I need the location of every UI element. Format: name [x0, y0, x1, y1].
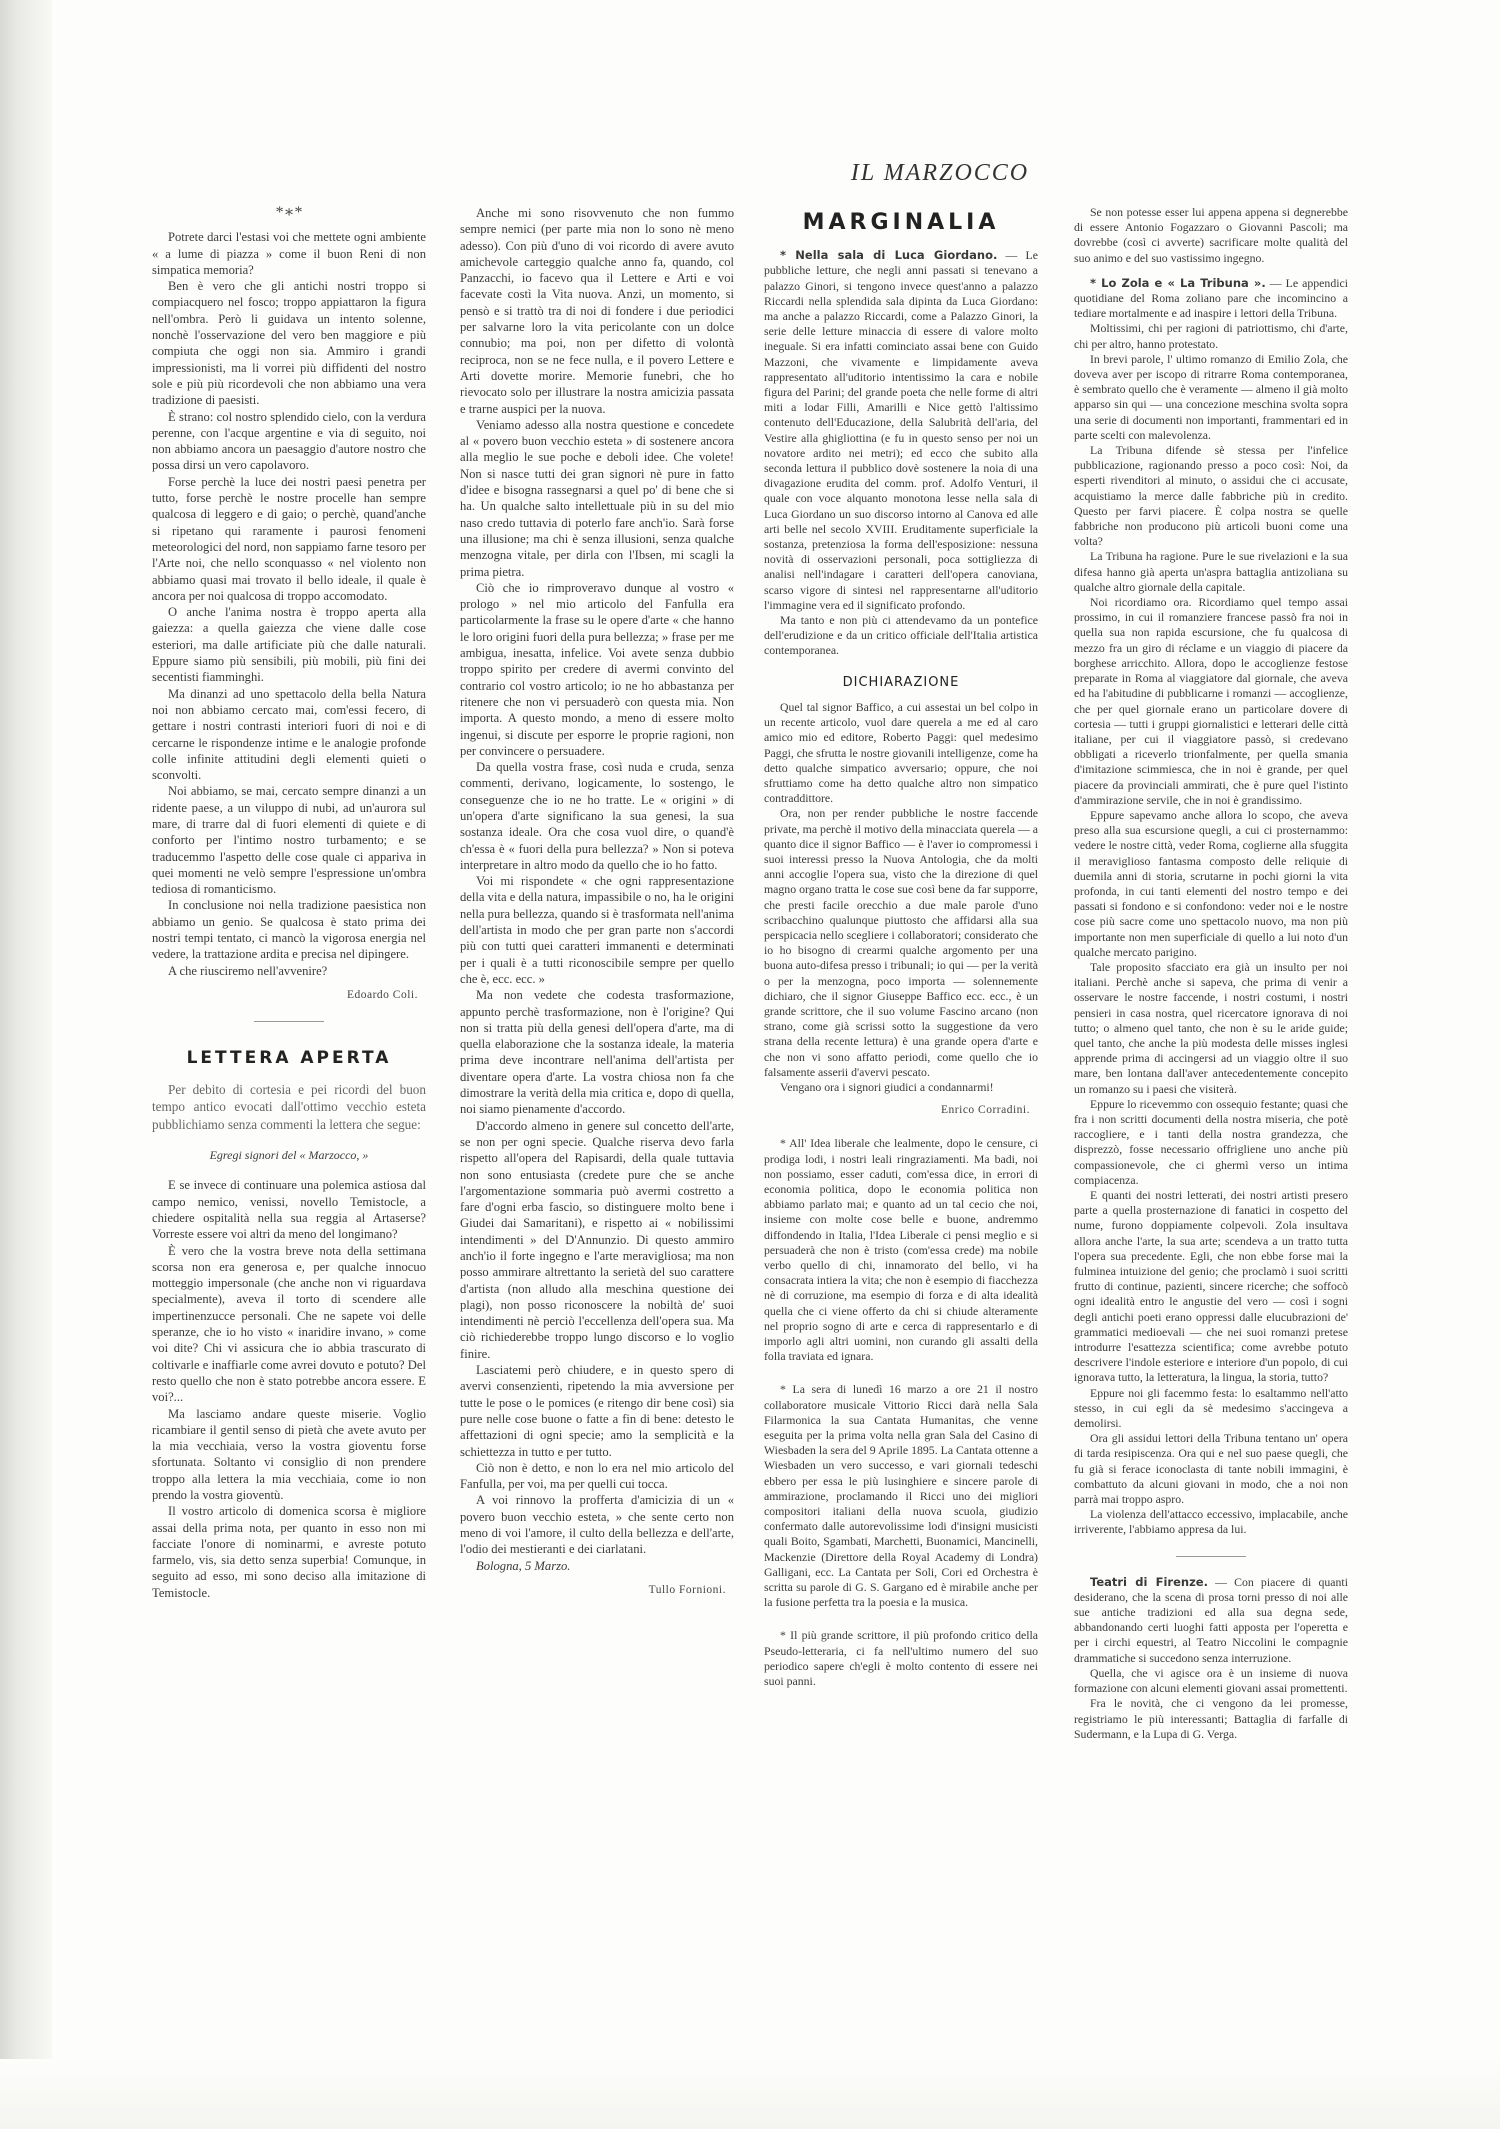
paragraph: Eppure lo ricevemmo con ossequio festante; quasi che fra i non scritti documenti della nostra miseria, che potè raccogliere, e i tanti della nostra grandezza, che disprezzò, fosse necessario offrigliene uno anche più compassionevole, che ci ghermì verso un intima compiacenza. — [1074, 1096, 1348, 1187]
paragraph: A voi rinnovo la profferta d'amicizia di un « povero buon vecchio esteta, » che sente certo non meno di voi l'amore, il culto della bellezza e dell'arte, l'odio dei mestieranti e dei ciarlatani. — [460, 1493, 734, 1557]
paragraph: Ben è vero che gli antichi nostri troppo si compiacquero nel fosco; troppo appiattaron la figura nell'ombra. Però li guidava un intento solenne, nonchè l'osservazione del vero ben maggiore e più compiuta che oggi non sia. Ammiro i grandi impressionisti, ma li vorrei più diffidenti del nostro sole e più più ricordevoli che non abbiamo una vera tradizione di paesisti. — [152, 279, 426, 408]
note: * La sera di lunedì 16 marzo a ore 21 il nostro collaboratore musicale Vittorio Ricci darà nella Sala Filarmonica la sua Cantata Humanitas, che venne eseguita per la prima volta nella gran Sala del Casino di Wiesbaden la sera del 9 Aprile 1895. La Cantata ottenne a Wiesbaden un vero successo, e vari giornali tedeschi ebbero per essa le più lusinghiere e sincere parole di ammirazione, proclamando il Ricci uno dei migliori compositori italiani della nuova scuola, giudizio confermato dalle autorevolissime lodi d'insigni musicisti quali Boito, Sgambati, Marchetti, Buonamici, Mancinelli, Mackenzie (Direttore della Royal Academy di Londra) Galligani, ecc. La Cantata per Soli, Cori ed Orchestra è scritta su parole di G. S. Gargano ed è mirabile anche per la fusione perfetta tra la poesia e la musica. — [764, 1382, 1038, 1610]
item-lead: Teatri di Firenze. — [1090, 1574, 1208, 1589]
note: * All' Idea liberale che lealmente, dopo le censure, ci prodiga lodi, i nostri leali ringraziamenti. Ma badi, noi non possiamo, esser caduti, com'essa dice, in errori di economia politica, dopo le economia politica non abbiamo parlato mai; e quanto ad un tal cecio che noi, insieme con molte cose belle e buone, andremmo diffondendo in Italia, l'Idea Liberale ci pensi meglio e si persuaderà che non è tristo (com'essa crede) ma nobile verbo quello di chi, innamorato del bello, vi ha consacrata intiera la vita; che non è esempio di fiacchezza nè di corruzione, ma esempio di forza e di alta idealità quella che ci viene offerto da chi si chiude alteramente nel proprio sogno di arte e cerca di rappresentarlo e di imporlo agli altri uomini, non curando gli assalti della folla traviata ed ignara. — [764, 1136, 1038, 1364]
paragraph: Quel tal signor Baffico, a cui assestai un bel colpo in un recente articolo, vuol dare querela a me ed al caro amico mio ed editore, Roberto Paggi: quel medesimo Paggi, che sfrutta le nostre giovanili intelligenze, come ha detto qualche simpatico avversario; oppure, che noi sfruttiamo come ha detto qualche altro non simpatico contraddittore. — [764, 699, 1038, 806]
paragraph: La Tribuna difende sè stessa per l'infelice pubblicazione, ragionando presso a poco così: Noi, da esperti rivenditori al minuto, o assidui che ci accusate, acquistiamo la merce dalle fabbriche più in credito. Questo per farvi piacere. È colpa nostra se quelle fabbriche non producono più articoli buoni come una volta? — [1074, 443, 1348, 549]
scan-bottom-edge — [0, 2059, 1500, 2129]
signature: Enrico Corradini. — [941, 1104, 1030, 1117]
paragraph: D'accordo almeno in genere sul concetto dell'arte, se non per ogni specie. Qualche riserva devo farla rispetto all'opera del Rapisardi, della quale tuttavia non sono entusiasta (credete pure che se anche l'argomentazione sommaria può avermi costretto a fare d'ogni erba fascio, so distinguere molto bene i Giudei dai Samaritani), e rispetto ai « nobilissimi intendimenti » del D'Annunzio. Di questo ammiro anch'io il forte ingegno e l'arte meravigliosa; ma non posso ammirare altrettanto la serietà del suo carattere d'artista (non alludo alla meschina questione dei plagi), non posso riconoscere la nobiltà de' suoi intendimenti nè perciò l'eccellenza dell'opera sua. Ma ciò richiederebbe troppo lungo discorso e lo voglio finire. — [460, 1118, 734, 1361]
note: * Il più grande scrittore, il più profondo critico della Pseudo-letteraria, ci fa nell'ultimo numero del suo periodico sapere ch'egli è molto contento di essere nei suoi panni. — [764, 1628, 1038, 1689]
paragraph: Noi abbiamo, se mai, cercato sempre dinanzi a un ridente paese, a un viluppo di nubi, ad un'aurora sul mare, di trarre dal di fuori elementi di quiete e di conforto per l'intimo nostro turbamento; e se traducemmo l'aspetto delle cose quale ci appariva in quei momenti ne velò sempre l'espressione un'ombra tediosa di romanticismo. — [152, 784, 426, 897]
divider — [254, 1021, 324, 1022]
section-heading-marginalia: MARGINALIA — [802, 210, 1000, 235]
paragraph: Ma tanto e non più ci attendevamo da un pontefice dell'erudizione e da un critico officiale dell'Italia artistica contemporanea. — [764, 613, 1038, 658]
marginalia-item — [764, 248, 1038, 613]
item-text: — Le appendici quotidiane del Roma zoliano pare che incomincino a tediare mortalmente e ad inaspire i lettori della Tribuna. — [1074, 275, 1348, 321]
paragraph: Eppure sapevamo anche allora lo scopo, che aveva preso alla sua escursione quegli, a cui ci prosternammo: vedere le nostre città, veder Roma, coglierne alla sfuggita il meraviglioso fantasma composto delle reliquie di duemila anni di storia, scrutarne in pochi giorni la vita profonda, in cui tanti elementi del nostro tempo e dei passati si fondono e si confondono: veder noi e le nostre cose più sacre come uno spettacolo nuovo, ma non più importante non men superficiale di quello a lui noto d'un qualche mercato parigino. — [1074, 807, 1348, 959]
item-lead: * Lo Zola e « La Tribuna ». — [1090, 275, 1266, 290]
newspaper-title: IL MARZOCCO — [850, 160, 1030, 186]
paragraph: Da quella vostra frase, così nuda e cruda, senza commenti, derivano, logicamente, lo sostengo, le conseguenze che io ne ho tratte. Le « origini » di un'opera d'arte significano la sua genesi, la sua sostanza ideale. Ora che cosa vuol dire, o quand'è ch'essa è « fuori della pura bellezza? » Non si poteva interpretare in altro modo da quello che io ho fatto. — [460, 760, 734, 872]
paragraph: Anche mi sono risovvenuto che non fummo sempre nemici (per parte mia non lo sono nè meno adesso). Con più d'uno di voi ricordo di avere avuto amichevole carteggio qualche anno fa, quando, col Panzacchi, io facevo qua il Lettere e Arti e voi facevate costì la Vita nuova. Anzi, un momento, si pensò e si trattò tra di noi di fondere i due periodici per salvarne loro la vita pericolante con un dolce connubio; ma poi, non per difetto di volontà reciproca, non se ne fece nulla, e il povero Lettere e Arti dovette morire. Memorie funebri, che ho rievocato solo per illustrare la nostra amicizia passata e trarne auspici per la nuova. — [460, 206, 734, 416]
lettera-intro: Per debito di cortesia e pei ricordi del buon tempo antico evocati dall'ottimo vecchio esteta pubblichiamo senza commenti la lettera che segue: — [152, 1081, 426, 1132]
paragraph: Voi mi rispondete « che ogni rappresentazione della vita e della natura, impassibile o no, ha le origini nella pura bellezza, quando si è trasformata nell'anima dell'artista in modo che per gran parte non s'accordi più con tutti quei caratteri immanenti e determinati per i quali è a tutti riconoscibile sempre per quello che è, ecc. ecc. » — [460, 874, 734, 986]
paragraph: Ora gli assidui lettori della Tribuna tentano un' opera di tarda resipiscenza. Ora qui e nel suo paese quegli, che fu già si ferace iconoclasta di tante nobili immagini, è combattuto da alcuni giovani in modo, che a noi non parrà mai troppo aspro. — [1074, 1431, 1348, 1507]
paragraph: Veniamo adesso alla nostra questione e concedete al « povero buon vecchio esteta » di sostenere ancora alla meglio le sue poche e deboli idee. Che volete! Non si nasce tutti dei gran signori nè pure in fatto d'idee e bisogna rassegnarsi a quel po' di bene che si ha. Un qualche salto intellettuale più in su del mio naso credo tuttavia di poterlo fare anch'io. Sarà forse una illusione; ma chi è senza illusioni, senza qualche menzogna vitale, per dirla con l'Ibsen, mi scagli la prima pietra. — [460, 417, 734, 579]
paragraph: Potrete darci l'estasi voi che mettete ogni ambiente « a lume di piazza » come il buon Reni di non simpatica memoria? — [152, 230, 426, 277]
paragraph: E quanti dei nostri letterati, dei nostri artisti presero parte a quella prosternazione di fanatici in cospetto del nume, furono doppiamente colpevoli. Zola insultava allora anche l'arte, la sua arte; scendeva a un tratto tutta l'opera sua precedente. Egli, che non ebbe forse mai la fulminea intuizione del genio; che proclamò i suoi scritti frutto di continue, pazienti, sincere ricerche; che soffocò ogni idealità entro le angustie del vero — così i sogni degli antichi poeti erano oppressi dalle elucubrazioni de' grammatici medioevali — che nei suoi romanzi pretese introdurre l'esattezza scientifica; come avrebbe potuto descrivere l'indole esteriore e interiore d'un popolo, di cui ignorava tutto, la letteratura, la lingua, la storia, tutto? — [1074, 1188, 1348, 1385]
paragraph: La Tribuna ha ragione. Pure le sue rivelazioni e la sua difesa hanno già aperta un'aspra battaglia antizoliana su qualche altro giornale della capitale. — [1074, 549, 1348, 594]
paragraph: Lasciatemi però chiudere, e in questo spero di avervi consenzienti, ripetendo la mia avversione per tutte le pose o le pomices (e ritengo dir bene così) sia pure nelle cose buone o fatte a fin di bene: detesto le affettazioni di ogni specie; amo la semplicità e la schiettezza in tutto e per tutto. — [460, 1363, 734, 1459]
paragraph: Ciò non è detto, e non lo era nel mio articolo del Fanfulla, per voi, ma per quelli cui tocca. — [460, 1460, 734, 1492]
paragraph: Se non potesse esser lui appena appena si degnerebbe di essere Antonio Fogazzaro o Giovanni Pascoli; ma dovrebbe (così ci avverte) sacrificare molte qualità del suo animo e del suo vastissimo ingegno. — [1074, 205, 1348, 265]
paragraph: Forse perchè la luce dei nostri paesi penetra per tutto, forse perchè le nostre procelle han sempre qualcosa di leggero e di gaio; o perchè, quand'anche si ripetano qui raramente i paurosi fenomeni meteorologici del nord, non sappiamo farne tesoro per l'Arte noi, che nello sconquasso « nel violento non abbiamo quasi mai trovato il bello ideale, il quale è ancora per noi qualcosa di troppo accomodato. — [152, 474, 426, 603]
marginalia-item — [1074, 276, 1348, 322]
marginalia-item — [1074, 1575, 1348, 1666]
paragraph: Ma non vedete che codesta trasformazione, appunto perchè trasformazione, non è l'origine? Qui non si tratta più della genesi dell'opera d'arte, ma di quella elaborazione che la sostanza ideale, la materia prima deve incontrare nell'anima dell'artista per diventare opera d'arte. La vostra chiosa non fa che dimostrare la verità della mia critica e, dopo di quella, noi siamo pienamente d'accordo. — [460, 988, 734, 1117]
scan-margin — [0, 0, 52, 2129]
paragraph: Ciò che io rimproveravo dunque al vostro « prologo » nel mio articolo del Fanfulla era particolarmente la frase su le opere d'arte « che hanno le loro origini fuori della pura bellezza; » frase per me ambigua, inesatta, infelice. Voi avete senza dubbio troppo spirito per credere di avermi convinto del contrario col vostro articolo; io ne ho abbastanza per ritenere che non vi persuaderò con questa mia. Non importa. A questo mondo, a meno di essere molto ingenui, si discute per esporre le proprie ragioni, non per convincere o persuadere. — [460, 580, 734, 758]
paragraph: Il vostro articolo di domenica scorsa è migliore assai della prima nota, per quanto in esso non mi facciate l'onore di nominarmi, e avreste potuto farmelo, vis, sia detto senza superbia! Comunque, in seguito ad esso, mi sono deciso alla imitazione di Temistocle. — [152, 1504, 426, 1600]
running-head — [0, 160, 1500, 187]
paragraph: Quella, che vi agisce ora è un insieme di nuova formazione con alcuni elementi giovani assai promettenti. — [1074, 1665, 1348, 1696]
paragraph: Ma dinanzi ad uno spettacolo della bella Natura noi non abbiamo cercato mai, com'essi fecero, di gettare i nostri contrasti interiori fuori di noi e di cercarne le rispondenze intime e le analogie profonde colle infinite attitudini degli elementi quieti o sconvolti. — [152, 686, 426, 783]
paragraph: Tale proposito sfacciato era già un insulto per noi italiani. Perchè anche si sapeva, che prima di venir a osservare le nostre faccende, i nostri costumi, i nostri pensieri in casa nostra, quel ricercatore ignorava di noi tutto; o almeno quel tanto, che non è su le aride guide; quel tanto, che anche la più modesta delle misses inglesi apprende prima di accingersi ad un viaggio oltre il suo mare, ben lontana dall'aver antecedentemente concepito un romanzo su i paesi che visiterà. — [1074, 959, 1348, 1096]
paragraph: Ora, non per render pubbliche le nostre faccende private, ma perchè il motivo della minacciata querela — a quanto dice il signor Baffico — è l'aver io compromessi i suoi interessi presso la Nuova Antologia, che da molti anni accoglie l'opera sua, visto che la direzione di quel magno organo tratta le cose sue così bene da far supporre, che presti facile orecchio a due male parole d'uno scribacchino qualunque piuttosto che affidarsi alla sua perspicacia nello scegliere i collaboratori; considerato che io ho bisogno di crearmi qualche argomento per una buona auto-difesa presso i tribunali; io qui — per la verità o per la menzogna, poco importa — solennemente dichiaro, che il signor Giuseppe Baffico ecc. ecc., è un grande scrittore, che il suo volume Fascino arcano (non strano, come già scrissi sotto la suggestione da vero strana della recente lettura) è una grande opera d'arte e che non vi sono affatto periodi, come quello che io falsamente asserii d'avervi pescato. — [764, 806, 1038, 1079]
salutation: Egregi signori del « Marzocco, » — [209, 1148, 369, 1163]
section-heading-lettera: LETTERA APERTA — [186, 1048, 392, 1069]
paragraph: Fra le novità, che ci vengono da lei promesse, registriamo le più interessanti; Battaglia di farfalle di Sudermann, e la Lupa di G. Verga. — [1074, 1696, 1348, 1741]
column-4 — [1074, 205, 1348, 1925]
paragraph: E se invece di continuare una polemica astiosa dal campo nemico, venissi, novello Temistocle, a chiedere ospitalità nella sua reggia al Artaserse? Vorreste essere voi altri da meno del longimano? — [152, 1178, 426, 1242]
paragraph: Moltissimi, chi per ragioni di patriottismo, chi d'arte, chi per altro, hanno protestato. — [1074, 321, 1348, 351]
column-1 — [152, 205, 426, 1925]
paragraph: Eppure noi gli facemmo festa: lo esaltammo nell'atto stesso, in cui egli da sè medesimo s'accingeva a demolirsi. — [1074, 1385, 1348, 1431]
signature: Edoardo Coli. — [346, 988, 418, 1001]
item-text: — Le pubbliche letture, che negli anni passati si tenevano a palazzo Ginori, si tengono invece quest'anno a palazzo Riccardi nella splendida sala dipinta da Luca Giordano: ma anche a palazzo Riccardi, come a Palazzo Ginori, la serie delle letture minaccia di essere di valore molto ineguale. Si era infatti cominciato assai bene con Guido Mazzoni, che vivamente e limpidamente aveva rappresentato all'uditorio intentissimo la cara e nobile figura del Parini; del grande poeta che nelle forme di altri miti a lodar Filli, Amarilli e Nice gettò l'altissimo contenuto dell'Educazione, della Salubrità dell'aria, del Vestire alla ghigliottina (e fu in questo senso per noi un novatore ardito nei metri); ed ecco che subito alla seconda lettura il pubblico dovè sostenere la noia di una divagazione erudita del comm. prof. Adolfo Venturi, il quale con voce alquanto monotona lesse nella sala di Luca Giordano un suo discorso intorno al Canova ed alle arti belle nel secolo XVIII. Eruditamente superficiale la sostanza, pretenziosa la forma dell'esposizione: nessuna novità di osservazioni personali, poca sottigliezza di analisi nell'indagare i caratteri dell'opera canoviana, scarso vigore di sintesi nel rappresentarne all'uditorio l'immagine vera ed il significato profondo. — [764, 248, 1038, 612]
paragraph: In conclusione noi nella tradizione paesistica non abbiamo un genio. Se qualcosa è stato prima dei nostri tempi tentato, ci mancò la vigorosa energia nel vedere, la trattazione ardita e precisa nel dipingere. — [152, 898, 426, 962]
paragraph: È vero che la vostra breve nota della settimana scorsa non era generosa e, per qualche innocuo motteggio impersonale (che anche non vi riguardava specialmente), aveva il torto di scendere alle impertinenzucce personali. Che ne sapete voi delle speranze, che io ho visto « inaridire invano, » come voi dite? Chi vi assicura che io abbia trascurato di coltivarle e inaffiarle come avrei dovuto e potuto? Del resto quello che non è stato potrebbe ancora essere. E voi?... — [152, 1243, 426, 1405]
signature: Tullo Fornioni. — [648, 1583, 726, 1596]
paragraph: È strano: col nostro splendido cielo, con la verdura perenne, con l'acque argentine e via di seguito, noi non abbiamo ancora un paesaggio d'autore nostro che possa dirsi un vero capolavoro. — [152, 409, 426, 473]
item-text: — Con piacere di quanti desiderano, che la scena di prosa torni presso di noi alle sue antiche tradizioni ed alla sua degna sede, abbandonando certi luoghi fatti apposta per l'operetta e per i circhi equestri, al Teatro Niccolini le compagnie drammatiche si succedono senza interruzione. — [1074, 1574, 1348, 1665]
section-heading-dichiarazione: DICHIARAZIONE — [842, 674, 960, 690]
dateline: Bologna, 5 Marzo. — [476, 1558, 571, 1573]
column-3 — [764, 205, 1038, 1925]
paragraph: Ma lasciamo andare queste miserie. Voglio ricambiare il gentil senso di pietà che avete avuto per la mia vecchiaia, verso la vostra gioventu forse sfortunata. Soltanto vi consiglio di non prendere troppo alla lettera la mia vecchiaia, come io non prendo la vostra gioventù. — [152, 1406, 426, 1502]
paragraph: Noi ricordiamo ora. Ricordiamo quel tempo assai prossimo, in cui il romanziere francese passò fra noi in quella sua non rapida escursione, che fu qualcosa di mezzo fra un giro di réclame e un viaggio di piacere da borghese arricchito. Allora, dopo le accoglienze festose preparate in Roma al viaggiatore dal giornale, che aveva ed ha l'abitudine di pubblicarne i romanzi — accoglienze, che per quel giornale erano un particolare dovere di cortesia — tutti i gruppi giornalistici e letterari delle città italiane, per cui il viaggiatore passò, si credevano obbligati a riceverlo trionfalmente, per quella smania d'imitazione scimmiesca, che in noi è grande, per quel piacere da provinciali ammirati, che è pure quel l'istinto d'ammirazione servile, che in noi è grandissimo. — [1074, 595, 1348, 807]
paragraph: O anche l'anima nostra è troppo aperta alla gaiezza: a quella gaiezza che viene dalle cose esteriori, ma dalle artificiate più che dalle naturali. Eppure siamo più sensibili, più mobili, più fini dei secentisti fiamminghi. — [152, 605, 426, 685]
divider — [1176, 1556, 1246, 1557]
paragraph: In brevi parole, l' ultimo romanzo di Emilio Zola, che doveva aver per iscopo di ritrarre Roma contemporanea, è sembrato quello che è veramente — almeno il già molto apparso sin qui — una concezione meschina svolta sopra una serie di documenti non importanti, frammentari ed in parte scelti con malevolenza. — [1074, 351, 1348, 442]
paragraph: A che riusciremo nell'avvenire? — [168, 963, 328, 978]
column-2 — [460, 205, 734, 1925]
ornament: *∗* — [275, 205, 303, 221]
paragraph: La violenza dell'attacco eccessivo, implacabile, anche irriverente, l'abbiamo appresa da lui. — [1074, 1507, 1348, 1537]
item-lead: * Nella sala di Luca Giordano. — [780, 248, 998, 263]
paragraph: Vengano ora i signori giudici a condannarmi! — [780, 1079, 994, 1094]
